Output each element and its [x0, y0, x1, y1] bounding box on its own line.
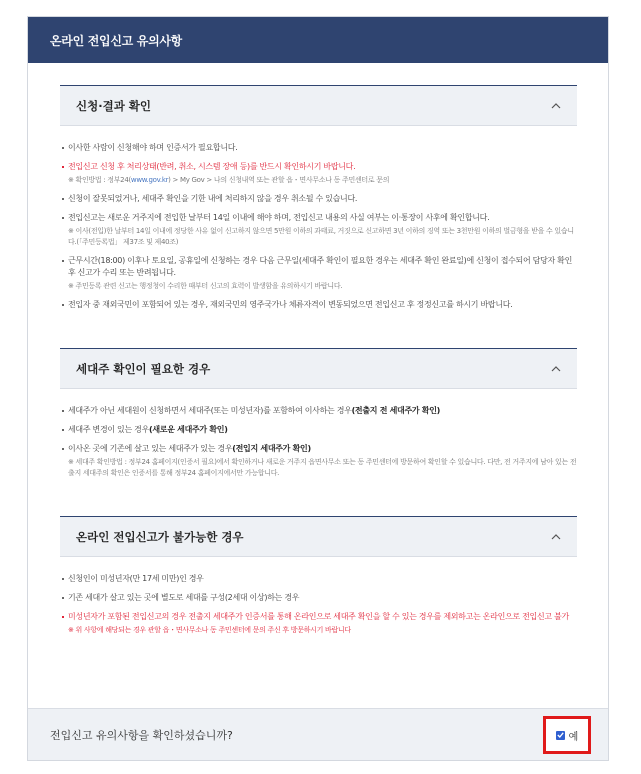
confirm-question: 전입신고 유의사항을 확인하셨습니까?	[50, 728, 233, 742]
chevron-up-icon[interactable]	[549, 362, 563, 376]
item-text: 세대주 변경이 있는 경우	[68, 425, 150, 434]
note-text: ) > My Gov > 나의 신청내역 또는 관할 읍・면사무소나 동 주민센터로 문의	[168, 176, 390, 184]
item-emphasis: (새로운 세대주가 확인)	[149, 425, 228, 434]
gov24-link[interactable]: www.gov.kr	[130, 176, 169, 184]
item-text: 이사온 곳에 기존에 살고 있는 세대주가 있는 경우	[68, 444, 233, 453]
list-item	[60, 424, 577, 436]
confirm-checkbox-highlight[interactable]	[543, 716, 591, 754]
item-emphasis: (전출지 전 세대주가 확인)	[351, 406, 441, 415]
item-text: 세대주가 아닌 세대원이 신청하면서 세대주(또는 미성년자)를 포함하여 이사하는 경우	[68, 406, 352, 415]
list-item: 이사한 사람이 신청해야 하며 인증서가 필요합니다.	[60, 142, 577, 154]
modal-title: 온라인 전입신고 유의사항	[28, 17, 608, 63]
section-header-householder-confirm[interactable]	[60, 349, 577, 389]
chevron-up-icon[interactable]	[549, 530, 563, 544]
section-header-application-result[interactable]	[60, 86, 577, 126]
confirm-checkbox[interactable]	[556, 731, 565, 740]
list-item	[60, 443, 577, 455]
confirm-checkbox-label[interactable]: 예	[568, 731, 579, 743]
item-emphasis: (전입지 세대주가 확인)	[232, 444, 311, 453]
section-title: 온라인 전입신고가 불가능한 경우	[76, 529, 244, 544]
section-online-unavailable	[60, 516, 577, 648]
list-item: 신청인이 미성년자(만 17세 미만)인 경우	[60, 573, 577, 585]
list-item: 전입자 중 재외국민이 포함되어 있는 경우, 재외국민의 영주국가나 체류자격이 변동되었으면 전입신고 후 정정신고를 하시기 바랍니다.	[60, 299, 577, 311]
section-title: 세대주 확인이 필요한 경우	[76, 361, 211, 376]
section-content	[60, 126, 577, 323]
confirm-bar	[28, 708, 608, 760]
section-content	[60, 389, 577, 491]
chevron-up-icon[interactable]	[549, 99, 563, 113]
note-item: ※ 주민등록 관련 신고는 행정청이 수리한 때부터 신고의 효력이 발생함을 유의하시기 바랍니다.	[68, 282, 343, 290]
section-householder-confirm	[60, 348, 577, 491]
modal-body	[28, 63, 608, 648]
list-item: 신청이 잘못되었거나, 세대주 확인을 기한 내에 처리하지 않을 경우 취소될 수 있습니다.	[60, 193, 577, 205]
note-item: ※ 세대주 확인방법 : 정부24 홈페이지(인증서 필요)에서 확인하거나 새로운 거주지 읍면사무소 또는 동 주민센터에 방문하여 확인할 수 있습니다. 다만, 전 거주지에 남아 있는 전출지 세대주의 확인은 인증서를 통해 정부24 홈페이지에서만 가능합니다.	[68, 458, 577, 477]
list-item: 기존 세대가 살고 있는 곳에 별도로 세대를 구성(2세대 이상)하는 경우	[60, 592, 577, 604]
note-text: ※ 확인방법 : 정부24(	[68, 176, 131, 184]
section-header-online-unavailable[interactable]	[60, 517, 577, 557]
note-item: ※ 위 사항에 해당되는 경우 관할 읍・면사무소나 동 주민센터에 문의 주신 후 방문하시기 바랍니다	[68, 626, 351, 634]
notice-modal	[27, 16, 609, 761]
section-application-result	[60, 85, 577, 323]
section-title: 신청·결과 확인	[76, 98, 152, 113]
note-item	[60, 175, 577, 186]
warning-item: 미성년자가 포함된 전입신고의 경우 전출지 세대주가 인증서를 통해 온라인으로 세대주 확인을 할 수 있는 경우를 제외하고는 온라인으로 전입신고 불가	[60, 611, 577, 623]
list-item: 근무시간(18:00) 이후나 토요일, 공휴일에 신청하는 경우 다음 근무일(세대주 확인이 필요한 경우는 세대주 확인 완료일)에 신청이 접수되어 담당자 확인 후 신고가 수리 또는 반려됩니다.	[60, 255, 577, 279]
note-item: ※ 이사(전입)한 날부터 14일 이내에 정당한 사유 없이 신고하지 않으면 5만원 이하의 과태료, 거짓으로 신고하면 3년 이하의 징역 또는 3천만원 이하의 벌금형을 받을 수 있습니다.(「주민등록법」 제37조 및 제40조)	[68, 227, 574, 246]
section-content	[60, 557, 577, 648]
list-item: 전입신고는 새로운 거주지에 전입한 날부터 14일 이내에 해야 하며, 전입신고 내용의 사실 여부는 이·통장이 사후에 확인합니다.	[60, 212, 577, 224]
warning-item: 전입신고 신청 후 처리상태(반려, 취소, 시스템 장애 등)를 반드시 확인하시기 바랍니다.	[60, 161, 577, 173]
list-item	[60, 405, 577, 417]
